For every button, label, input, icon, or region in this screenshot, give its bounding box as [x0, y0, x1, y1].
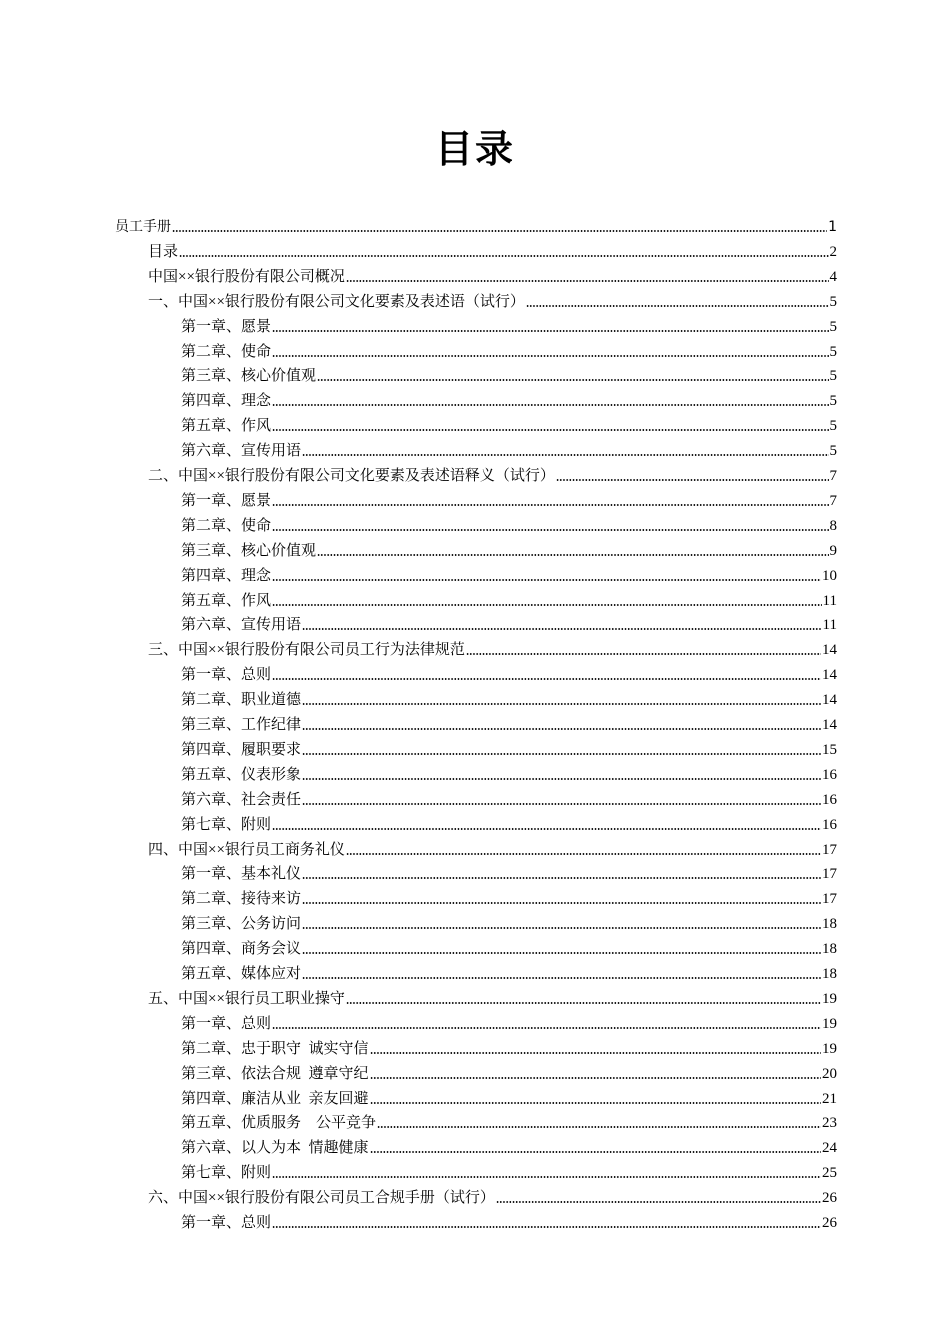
toc-entry-page-number: 5 — [829, 418, 837, 435]
toc-entry-page-number: 14 — [822, 667, 837, 684]
toc-entry-page-number: 5 — [829, 393, 837, 410]
toc-entry-page-number: 10 — [822, 567, 837, 584]
toc-entry[interactable] — [181, 511, 837, 536]
dot-leader — [272, 528, 828, 532]
toc-entry-title: 中国××银行股份有限公司概况 — [148, 268, 345, 285]
dot-leader — [370, 1051, 821, 1055]
toc-entry-title: 第四章、理念 — [181, 567, 272, 584]
toc-entry-page-number: 5 — [829, 318, 837, 335]
toc-entry[interactable] — [148, 237, 837, 262]
toc-entry-page-number: 11 — [822, 617, 837, 634]
dot-leader — [302, 901, 821, 905]
toc-entry-title: 四、中国××银行员工商务礼仪 — [148, 841, 345, 858]
toc-entry[interactable] — [181, 1009, 837, 1034]
dot-leader — [556, 478, 829, 482]
dot-leader — [496, 1200, 821, 1204]
toc-entry-page-number: 16 — [822, 816, 837, 833]
dot-leader — [272, 1225, 821, 1229]
dot-leader — [302, 727, 821, 731]
toc-entry-title: 第二章、使命 — [181, 343, 272, 360]
toc-entry-title: 三、中国××银行股份有限公司员工行为法律规范 — [148, 642, 465, 659]
dot-leader — [370, 1150, 821, 1154]
dot-leader — [302, 702, 821, 706]
toc-entry[interactable] — [148, 461, 837, 486]
toc-entry-title: 第四章、商务会议 — [181, 941, 302, 958]
toc-entry[interactable] — [181, 1158, 837, 1183]
toc-entry[interactable] — [181, 312, 837, 337]
dot-leader — [272, 503, 828, 507]
dot-leader — [272, 428, 828, 432]
toc-entry[interactable] — [181, 536, 837, 561]
toc-entry-title: 二、中国××银行股份有限公司文化要素及表述语释义（试行） — [148, 468, 555, 484]
toc-entry[interactable] — [181, 785, 837, 810]
dot-leader — [302, 752, 821, 756]
toc-entry-title: 第三章、依法合规 遵章守纪 — [181, 1065, 369, 1082]
toc-entry-title: 第二章、忠于职守 诚实守信 — [181, 1040, 369, 1057]
toc-entry[interactable] — [148, 287, 837, 312]
toc-entry-title: 一、中国××银行股份有限公司文化要素及表述语（试行） — [148, 293, 525, 310]
toc-entry-title: 目录 — [148, 243, 179, 260]
toc-entry-page-number: 5 — [829, 343, 837, 360]
toc-entry-title: 第六章、以人为本 情趣健康 — [181, 1140, 369, 1157]
dot-leader — [302, 976, 821, 980]
toc-entry-title: 第二章、职业道德 — [181, 692, 302, 709]
toc-entry[interactable] — [181, 884, 837, 909]
toc-entry-page-number: 17 — [822, 841, 837, 858]
toc-entry-title: 六、中国××银行股份有限公司员工合规手册（试行） — [148, 1190, 495, 1207]
toc-entry[interactable] — [181, 436, 837, 461]
toc-entry[interactable] — [181, 610, 837, 635]
toc-entry-page-number: 18 — [822, 916, 837, 933]
toc-entry-page-number: 11 — [822, 592, 837, 609]
toc-entry-page-number: 18 — [822, 941, 837, 958]
dot-leader — [272, 603, 822, 607]
toc-entry-title: 第一章、总则 — [181, 1015, 272, 1032]
dot-leader — [272, 677, 821, 681]
dot-leader — [346, 852, 821, 856]
toc-entry-page-number: 8 — [829, 517, 837, 534]
toc-entry-page-number: 26 — [822, 1215, 837, 1231]
toc-entry-title: 第四章、理念 — [181, 393, 272, 410]
toc-entry[interactable] — [181, 810, 837, 835]
toc-entry-page-number: 1 — [828, 219, 837, 235]
toc-entry[interactable] — [181, 760, 837, 785]
dot-leader — [466, 652, 821, 656]
dot-leader — [272, 827, 821, 831]
toc-entry[interactable] — [181, 859, 837, 884]
toc-entry[interactable] — [181, 337, 837, 362]
toc-entry-page-number: 26 — [822, 1190, 837, 1207]
dot-leader — [370, 1101, 821, 1105]
toc-entry-page-number: 23 — [822, 1115, 837, 1132]
toc-entry-page-number: 4 — [829, 268, 837, 285]
toc-entry-title: 第一章、基本礼仪 — [181, 866, 302, 883]
toc-entry-page-number: 16 — [822, 766, 837, 783]
toc-entry[interactable] — [181, 411, 837, 436]
dot-leader — [272, 329, 828, 333]
toc-entry[interactable] — [181, 660, 837, 685]
dot-leader — [526, 304, 829, 308]
toc-entry-page-number: 24 — [822, 1140, 837, 1157]
toc-entry-page-number: 14 — [822, 717, 837, 733]
dot-leader — [302, 876, 821, 880]
toc-entry[interactable] — [148, 262, 837, 287]
dot-leader — [272, 403, 828, 407]
toc-entry-page-number: 17 — [822, 891, 837, 908]
toc-entry-page-number: 19 — [822, 1040, 837, 1057]
toc-entry-title: 第二章、接待来访 — [181, 891, 302, 908]
toc-entry[interactable] — [181, 1208, 837, 1233]
dot-leader — [346, 1001, 821, 1005]
toc-entry-title: 第四章、履职要求 — [181, 741, 302, 758]
toc-entry[interactable] — [181, 1059, 837, 1084]
toc-entry[interactable] — [181, 1133, 837, 1158]
dot-leader — [302, 777, 821, 781]
toc-entry-page-number: 16 — [822, 791, 837, 808]
toc-entry-title: 第一章、总则 — [181, 667, 272, 684]
toc-entry[interactable] — [181, 561, 837, 586]
toc-entry-page-number: 17 — [822, 866, 837, 883]
toc-entry-page-number: 7 — [829, 468, 837, 484]
toc-entry-page-number: 14 — [822, 642, 837, 659]
toc-entry[interactable] — [148, 984, 837, 1009]
toc-entry-title: 第五章、作风 — [181, 418, 272, 435]
toc-entry-page-number: 20 — [822, 1065, 837, 1082]
toc-entry[interactable] — [148, 835, 837, 860]
toc-entry[interactable] — [181, 486, 837, 511]
toc-entry-page-number: 25 — [822, 1165, 837, 1182]
toc-entry-title: 员工手册 — [115, 219, 171, 235]
dot-leader — [302, 951, 821, 955]
toc-entry-title: 五、中国××银行员工职业操守 — [148, 990, 345, 1007]
toc-entry-page-number: 18 — [822, 966, 837, 982]
toc-entry[interactable] — [181, 586, 837, 611]
toc-entry-page-number: 21 — [822, 1090, 837, 1107]
dot-leader — [272, 1175, 821, 1179]
toc-entry-title: 第三章、工作纪律 — [181, 717, 302, 733]
toc-entry[interactable] — [181, 386, 837, 411]
toc-entry-title: 第三章、核心价值观 — [181, 368, 317, 385]
dot-leader — [172, 229, 827, 233]
toc-entry[interactable] — [181, 361, 837, 386]
toc-entry-page-number: 5 — [829, 293, 837, 310]
dot-leader — [317, 553, 828, 557]
toc-entry-title: 第一章、愿景 — [181, 318, 272, 335]
toc-entry[interactable] — [148, 635, 837, 660]
dot-leader — [302, 453, 828, 457]
dot-leader — [302, 926, 821, 930]
toc-entry[interactable] — [181, 710, 837, 735]
toc-entry-title: 第五章、媒体应对 — [181, 966, 302, 982]
toc-entry-title: 第七章、附则 — [181, 1165, 272, 1182]
dot-leader — [377, 1125, 821, 1129]
toc-entry-page-number: 19 — [822, 1015, 837, 1032]
dot-leader — [370, 1076, 821, 1080]
dot-leader — [272, 354, 828, 358]
toc-entry[interactable] — [181, 685, 837, 710]
toc-entry-title: 第三章、公务访问 — [181, 916, 302, 933]
page-title: 目录 — [434, 127, 515, 171]
toc-entry-title: 第五章、仪表形象 — [181, 766, 302, 783]
dot-leader — [302, 627, 822, 631]
toc-entry-title: 第五章、作风 — [181, 592, 272, 609]
toc-entry-title: 第六章、宣传用语 — [181, 617, 302, 634]
dot-leader — [302, 802, 821, 806]
dot-leader — [317, 378, 828, 382]
toc-entry[interactable] — [181, 959, 837, 984]
toc-entry-title: 第一章、总则 — [181, 1215, 272, 1231]
toc-entry[interactable] — [181, 909, 837, 934]
dot-leader — [272, 1026, 821, 1030]
toc-entry[interactable] — [148, 1183, 837, 1208]
dot-leader — [346, 279, 829, 283]
toc-entry-page-number: 7 — [829, 492, 837, 509]
toc-entry-page-number: 9 — [829, 542, 837, 559]
toc-entry-title: 第四章、廉洁从业 亲友回避 — [181, 1090, 369, 1107]
toc-entry-page-number: 19 — [822, 990, 837, 1007]
dot-leader — [179, 254, 828, 258]
toc-entry[interactable] — [181, 1034, 837, 1059]
toc-entry-page-number: 15 — [822, 741, 837, 758]
toc-entry-title: 第五章、优质服务 公平竞争 — [181, 1115, 377, 1132]
dot-leader — [272, 578, 821, 582]
toc-entry-page-number: 14 — [822, 692, 837, 709]
toc-entry-title: 第六章、社会责任 — [181, 791, 302, 808]
toc-entry-page-number: 5 — [829, 368, 837, 385]
toc-entry[interactable] — [181, 934, 837, 959]
toc-entry-page-number: 2 — [829, 243, 837, 260]
toc-entry-title: 第七章、附则 — [181, 816, 272, 833]
toc-entry[interactable] — [181, 1108, 837, 1133]
toc-entry-title: 第三章、核心价值观 — [181, 542, 317, 559]
toc-entry[interactable] — [115, 212, 837, 237]
toc-entry[interactable] — [181, 1084, 837, 1109]
toc-entry-title: 第二章、使命 — [181, 517, 272, 534]
toc-entry[interactable] — [181, 735, 837, 760]
toc-entry-title: 第一章、愿景 — [181, 492, 272, 509]
toc-entry-page-number: 5 — [829, 443, 837, 460]
toc-entry-title: 第六章、宣传用语 — [181, 443, 302, 460]
